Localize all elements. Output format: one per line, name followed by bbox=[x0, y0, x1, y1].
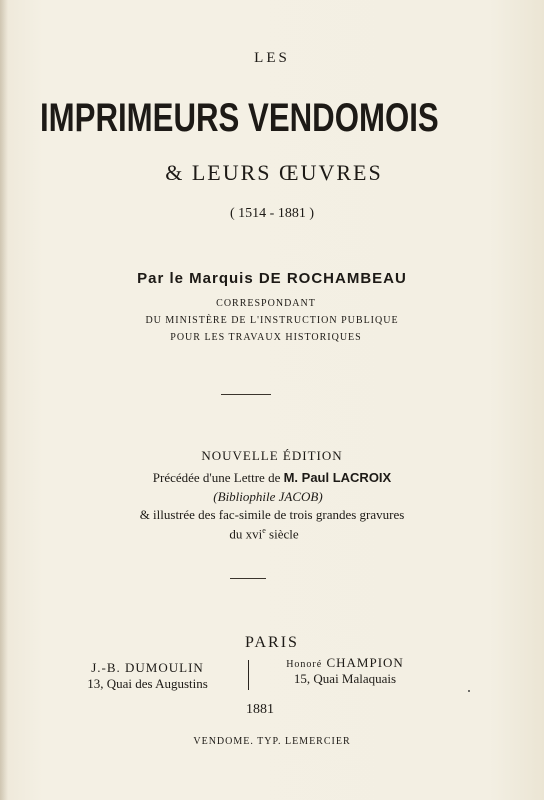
printer-line: VENDOME. TYP. LEMERCIER bbox=[193, 736, 351, 747]
preface-alias: (Bibliophile JACOB) bbox=[213, 489, 323, 504]
author-role-2: DU MINISTÈRE DE L'INSTRUCTION PUBLIQUE bbox=[145, 315, 399, 326]
preface-line bbox=[0, 470, 544, 486]
page-edge-shadow bbox=[0, 0, 8, 800]
century-suffix: siècle bbox=[265, 526, 299, 542]
divider-rule-2 bbox=[230, 578, 266, 579]
publisher-left-address: 13, Quai des Augustins bbox=[87, 676, 208, 691]
author-role-1: CORRESPONDANT bbox=[216, 298, 316, 309]
publisher-right-address: 15, Quai Malaquais bbox=[293, 671, 397, 686]
subtitle: & LEURS ŒUVRES bbox=[165, 160, 383, 185]
publisher-right-name bbox=[265, 655, 425, 671]
imprint-city: PARIS bbox=[245, 634, 299, 651]
preface-name: M. Paul LACROIX bbox=[283, 470, 392, 485]
author-line: Par le Marquis DE ROCHAMBEAU bbox=[137, 270, 407, 287]
publisher-right-surname: CHAMPION bbox=[326, 655, 404, 670]
preface-prefix: Précédée d'une Lettre de bbox=[152, 470, 281, 485]
title-article: LES bbox=[254, 50, 290, 66]
century-text: du xvi bbox=[229, 526, 263, 542]
publisher-separator bbox=[248, 660, 249, 690]
author-role-3: POUR LES TRAVAUX HISTORIQUES bbox=[170, 332, 362, 343]
main-title: IMPRIMEURS VENDOMOIS bbox=[40, 96, 439, 140]
publication-year: 1881 bbox=[246, 702, 274, 717]
publisher-right-first-name: Honoré bbox=[286, 659, 323, 670]
illustrations-line-1: & illustrée des fac-simile de trois grandes gravures bbox=[139, 507, 405, 522]
publisher-right bbox=[265, 655, 425, 687]
paper-speck bbox=[468, 690, 470, 692]
date-range: ( 1514 - 1881 ) bbox=[230, 206, 314, 221]
illustrations-line-2 bbox=[0, 526, 536, 542]
publisher-left bbox=[70, 660, 225, 692]
divider-rule bbox=[221, 394, 271, 395]
edition-label: NOUVELLE ÉDITION bbox=[201, 448, 343, 463]
century-superscript: e bbox=[262, 526, 266, 535]
publisher-left-name: J.-B. DUMOULIN bbox=[91, 660, 204, 675]
